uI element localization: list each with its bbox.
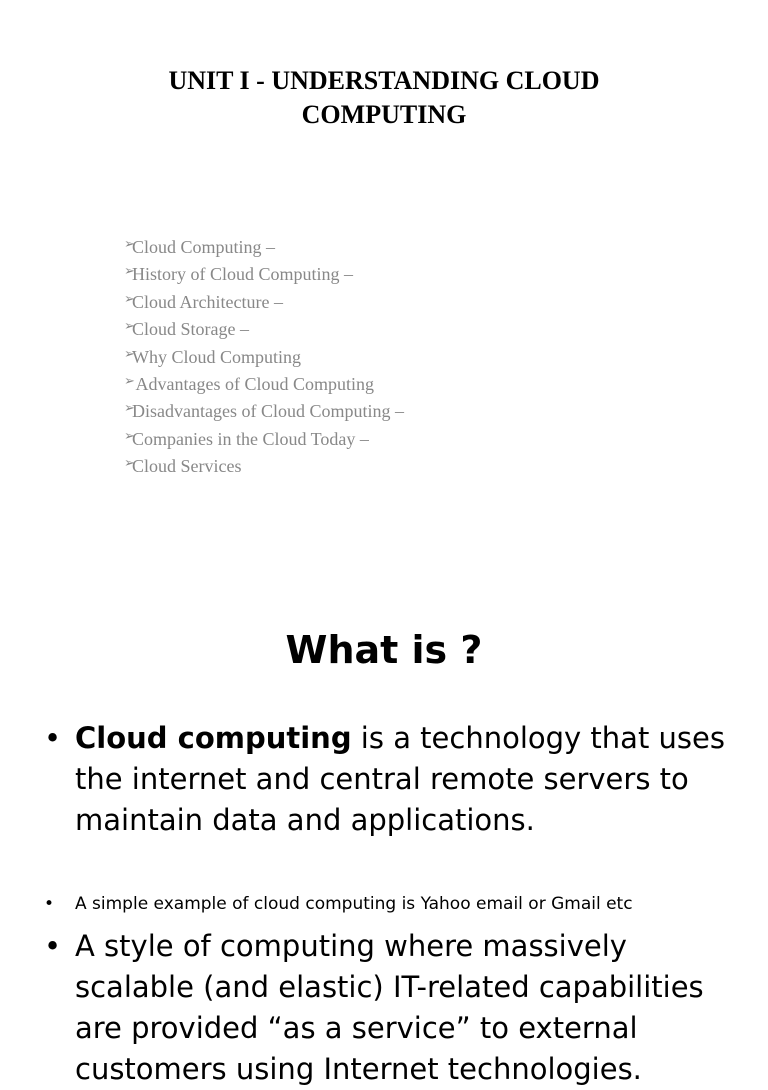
bullet-dot-icon: • [44,894,55,914]
list-item [124,234,404,261]
bullet-dot-icon: • [44,929,62,963]
slide-heading: What is ? [285,628,483,672]
list-item [124,371,404,398]
bold-term: Cloud computing [75,721,352,755]
topic-label: Companies in the Cloud Today – [132,428,369,449]
topic-label: Cloud Services [132,456,242,477]
topic-label: Cloud Architecture – [132,291,283,312]
slide-title-heading [0,64,768,132]
list-item [124,453,404,480]
topic-label: Cloud Storage – [132,319,249,340]
list-item [124,289,404,316]
list-item [124,398,404,425]
arrow-bullet-icon: ➢ [124,372,135,388]
list-item [124,316,404,343]
bullet-text [75,718,735,841]
list-item [124,426,404,453]
topic-label: History of Cloud Computing – [132,264,354,285]
slide-what-is [0,560,768,1086]
arrow-bullet-icon: ➢ [124,345,135,361]
arrow-bullet-icon: ➢ [124,427,135,443]
bullet-text: A simple example of cloud computing is Yahoo email or Gmail etc [75,894,633,914]
topic-label: Why Cloud Computing [132,346,302,367]
topic-label: Cloud Computing – [132,237,276,257]
list-item [124,261,404,288]
bullet-dot-icon: • [44,721,62,755]
title-line-2: COMPUTING [301,100,467,129]
title-line-1: UNIT I - UNDERSTANDING CLOUD [168,66,600,95]
arrow-bullet-icon: ➢ [124,400,135,416]
arrow-bullet-icon: ➢ [124,263,135,279]
topic-label: Disadvantages of Cloud Computing – [132,401,404,422]
bullet-text: A style of computing where massively scalable (and elastic) IT-related capabilities are provided “as a service” to external customers using Internet technologies. [75,929,704,1086]
list-item [124,344,404,371]
bullet-text-rest: is a technology that uses the internet and central remote servers to maintain data and applications. [75,721,725,837]
topic-label: Advantages of Cloud Computing [132,373,374,394]
topic-list [124,234,404,481]
arrow-bullet-icon: ➢ [124,236,135,251]
arrow-bullet-icon: ➢ [124,290,135,306]
arrow-bullet-icon: ➢ [124,455,135,471]
arrow-bullet-icon: ➢ [124,318,135,334]
